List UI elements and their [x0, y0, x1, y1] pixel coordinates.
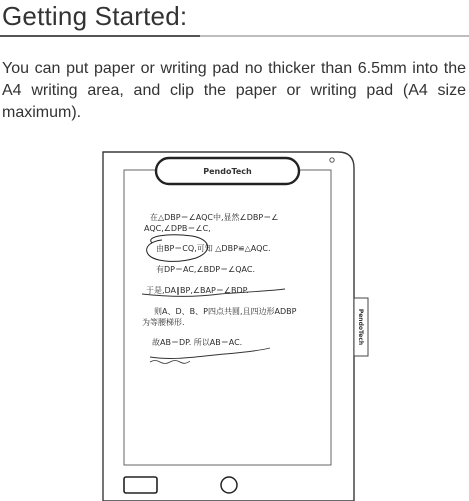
power-button-icon [221, 477, 237, 493]
page-title: Getting Started: [2, 1, 188, 31]
side-brand-label: PendoTech [357, 308, 364, 346]
handwriting-line-1: 在△DBP＝∠AQC中,显然∠DBP＝∠ [150, 213, 279, 222]
bottom-slot-button [124, 477, 157, 493]
clip-brand-label: PendoTech [203, 167, 252, 176]
instruction-paragraph: You can put paper or writing pad no thicker than 6.5mm into the A4 writing area, and clip the paper or writing pad (A4 size maximum). [2, 60, 466, 121]
handwriting-line-7: 为等腰梯形. [142, 318, 185, 327]
handwriting-line-6: 则A、D、B、P四点共圆,且四边形ADBP [154, 307, 297, 316]
handwriting-line-3: 由BP＝CQ,可知 △DBP≌△AQC. [156, 244, 271, 253]
handwriting-line-2: AQC,∠DPB＝∠C, [144, 224, 211, 233]
handwriting-line-5: 于是,DA∥BP,∠BAP＝∠BDP. [146, 286, 249, 295]
handwriting-line-8: 故AB＝DP. 所以AB＝AC. [152, 338, 243, 347]
handwriting-line-4: 有DP＝AC,∠BDP＝∠QAC. [156, 265, 256, 274]
